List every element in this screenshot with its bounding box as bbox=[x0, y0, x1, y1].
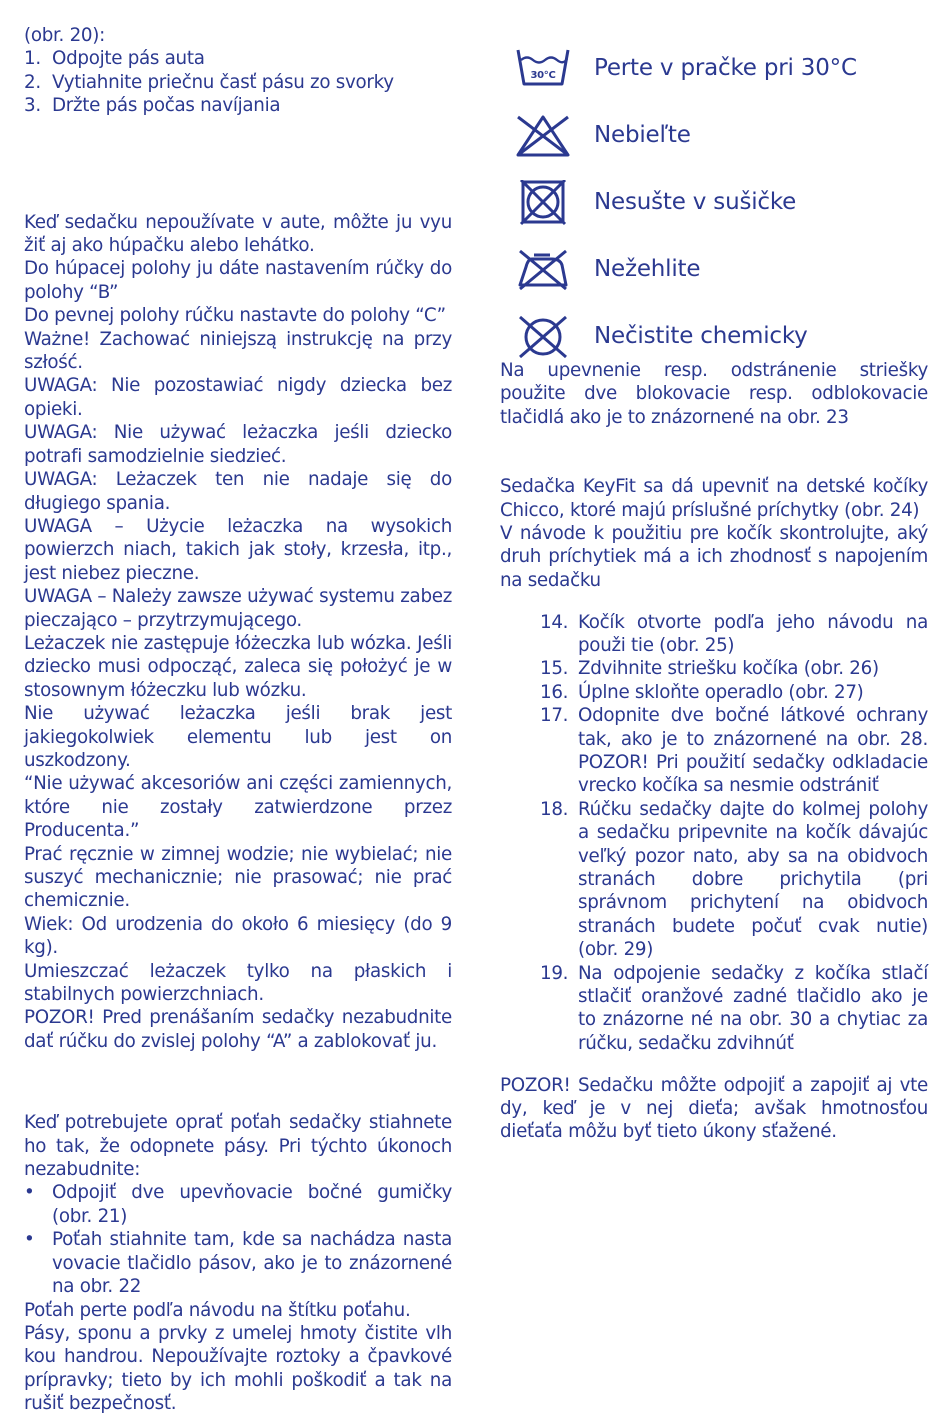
paragraph: Umieszczać leżaczek tylko na płaskich i stabilnych powierzchniach. bbox=[24, 960, 452, 1006]
paragraph: UWAGA – Należy zawsze używać systemu zabez pieczająco – przytrzymującego. bbox=[24, 586, 452, 631]
step-number: 18. bbox=[540, 798, 569, 820]
stroller-section bbox=[500, 475, 928, 1144]
paragraph: Do pevnej polohy rúčku nastavte do polohy “C” bbox=[24, 305, 446, 327]
care-label: Nežehlite bbox=[594, 256, 701, 283]
list-item bbox=[24, 47, 452, 70]
canopy-paragraph: Na upevnenie resp. odstránenie striešky použite dve blokovacie resp. odblokovacie tlačidlá ako je to znázornené na obr. 23 bbox=[500, 360, 928, 428]
paragraph: Do húpacej polohy ju dáte nastavením rúčky do polohy “B” bbox=[24, 258, 452, 303]
list-item bbox=[24, 1228, 452, 1298]
care-label: Nebieľte bbox=[594, 122, 691, 149]
step-number: 2. bbox=[24, 71, 41, 93]
step-text: Odpojte pás auta bbox=[52, 48, 205, 70]
care-label: Perte v pračke pri 30°C bbox=[594, 55, 857, 82]
list-item bbox=[24, 94, 452, 117]
left-column bbox=[24, 24, 452, 1416]
care-row-dry bbox=[514, 180, 796, 226]
paragraph: Wiek: Od urodzenia do około 6 miesięcy (do 9 kg). bbox=[24, 913, 452, 959]
list-item bbox=[24, 1181, 452, 1228]
step-number: 17. bbox=[540, 705, 569, 727]
care-row-iron bbox=[514, 247, 700, 293]
care-label: Nesušte v sušičke bbox=[594, 189, 797, 216]
bullet-icon: • bbox=[24, 1182, 35, 1204]
care-label: Nečistite chemicky bbox=[594, 323, 808, 350]
paragraph: UWAGA: Nie używać leżaczka jeśli dziecko potrafi samodzielnie siedzieć. bbox=[24, 422, 452, 467]
wash-temp-text: 30°C bbox=[530, 70, 556, 81]
stroller-steps-list bbox=[500, 611, 928, 1056]
paragraph: UWAGA – Użycie leżaczka na wysokich powierzch niach, takich jak stoły, krzesła, itp., jest niebez pieczne. bbox=[24, 515, 452, 584]
no-dry-clean-icon bbox=[514, 314, 572, 360]
list-item bbox=[540, 657, 928, 680]
paragraph: Nie używać leżaczka jeśli brak jest jakiegokolwiek elementu lub jest on uszkodzony. bbox=[24, 703, 452, 771]
belt-intro: (obr. 20): bbox=[24, 25, 105, 46]
paragraph: Keď potrebujete oprať poťah sedačky stiahnete ho tak, že odopnete pásy. Pri týchto úkonoch nezabudnite: bbox=[24, 1112, 452, 1181]
no-tumble-dry-icon bbox=[514, 180, 572, 226]
paragraph: Poťah perte podľa návodu na štítku poťahu. bbox=[24, 1299, 411, 1321]
list-item bbox=[24, 71, 452, 94]
care-symbols bbox=[500, 24, 940, 359]
paragraph: POZOR! Pred prenášaním sedačky nezabudnite dať rúčku do zvislej polohy “A” a zablokovať ju. bbox=[24, 1007, 452, 1052]
no-iron-icon bbox=[514, 247, 572, 293]
step-text: Úplne skloňte operadlo (obr. 27) bbox=[578, 681, 864, 703]
step-text: Vytiahnite priečnu časť pásu zo svorky bbox=[52, 71, 394, 93]
paragraph: Sedačka KeyFit sa dá upevniť na detské kočíky Chicco, ktoré majú príslušné príchytky (obr. 24) bbox=[500, 476, 928, 521]
paragraph: Keď sedačku nepoužívate v aute, môžte ju vyu žiť aj ako húpačku alebo lehátko. bbox=[24, 211, 452, 257]
care-row-wash bbox=[514, 46, 857, 92]
list-item bbox=[540, 611, 928, 658]
paragraph: UWAGA: Nie pozostawiać nigdy dziecka bez opieki. bbox=[24, 375, 452, 420]
step-text: Kočík otvorte podľa jeho návodu na použi tie (obr. 25) bbox=[578, 611, 928, 656]
bullet-text: Poťah stiahnite tam, kde sa nachádza nasta vovacie tlačidlo pásov, ako je to znázornené na obr. 22 bbox=[52, 1229, 452, 1298]
care-row-bleach bbox=[514, 113, 691, 159]
cover-bullets-list bbox=[24, 1181, 452, 1298]
wash-30-icon bbox=[514, 46, 572, 92]
step-number: 19. bbox=[540, 962, 569, 984]
bullet-text: Odpojiť dve upevňovacie bočné gumičky (obr. 21) bbox=[52, 1182, 452, 1227]
paragraph: “Nie używać akcesoriów ani części zamiennych, które nie zostały zatwierdzone przez Producenta.” bbox=[24, 773, 452, 842]
list-item bbox=[540, 704, 928, 798]
no-bleach-icon bbox=[514, 113, 572, 159]
belt-steps-list bbox=[24, 47, 452, 117]
paragraph: Ważne! Zachować niniejszą instrukcję na przy szłość. bbox=[24, 328, 452, 374]
bullet-icon: • bbox=[24, 1229, 35, 1251]
list-item bbox=[540, 798, 928, 962]
warning-paragraph: POZOR! Sedačku môžte odpojiť a zapojiť aj vte dy, keď je v nej dieťa; avšak hmotnosťou dieťaťa môžu byť tieto úkony sťažené. bbox=[500, 1074, 928, 1143]
step-number: 1. bbox=[24, 48, 41, 70]
list-item bbox=[540, 681, 928, 704]
step-text: Zdvihnite striešku kočíka (obr. 26) bbox=[578, 658, 879, 680]
step-text: Odopnite dve bočné látkové ochrany tak, ako je to znázornené na obr. 28. POZOR! Pri použití sedačky odkladacie vrecko kočíka sa nesmie odstrániť bbox=[578, 705, 928, 797]
cover-section bbox=[24, 1111, 452, 1415]
list-item bbox=[540, 962, 928, 1056]
paragraph: UWAGA: Leżaczek ten nie nadaje się do długiego spania. bbox=[24, 469, 452, 514]
step-number: 16. bbox=[540, 681, 569, 703]
rocker-section bbox=[24, 211, 452, 1054]
step-number: 3. bbox=[24, 95, 41, 117]
care-row-dryclean bbox=[514, 314, 808, 360]
step-number: 15. bbox=[540, 658, 569, 680]
step-number: 14. bbox=[540, 611, 569, 633]
paragraph: Prać ręcznie w zimnej wodzie; nie wybielać; nie suszyć mechanicznie; nie prasować; nie prać chemicznie. bbox=[24, 843, 452, 912]
step-text: Na odpojenie sedačky z kočíka stlačí stlačiť oranžové zadné tlačidlo ako je to znázorne né na obr. 30 a chytiac za rúčku, sedačku zdvihnúť bbox=[578, 962, 928, 1054]
paragraph: Pásy, sponu a prvky z umelej hmoty čistite vlh kou handrou. Nepoužívajte roztoky a čpavkové prípravky; tieto by ich mohli poškodiť a tak na rušiť bezpečnosť. bbox=[24, 1322, 452, 1415]
step-text: Rúčku sedačky dajte do kolmej polohy a sedačku pripevnite na kočík dávajúc veľký pozor nato, aby sa na obidvoch stranách dobre prichytila (pri správnom prichytení na obidvoch stranách budete počuť cvak nutie) (obr. 29) bbox=[578, 798, 928, 961]
step-text: Držte pás počas navíjania bbox=[52, 95, 281, 117]
right-column bbox=[500, 24, 928, 1144]
paragraph: V návode k použitiu pre kočík skontrolujte, aký druh príchytiek má a ich zhodnosť s napojením na sedačku bbox=[500, 523, 928, 591]
paragraph: Leżaczek nie zastępuje łóżeczka lub wózka. Jeśli dziecko musi odpocząć, zaleca się położyć je w stosownym łóżeczku lub wózku. bbox=[24, 632, 452, 701]
